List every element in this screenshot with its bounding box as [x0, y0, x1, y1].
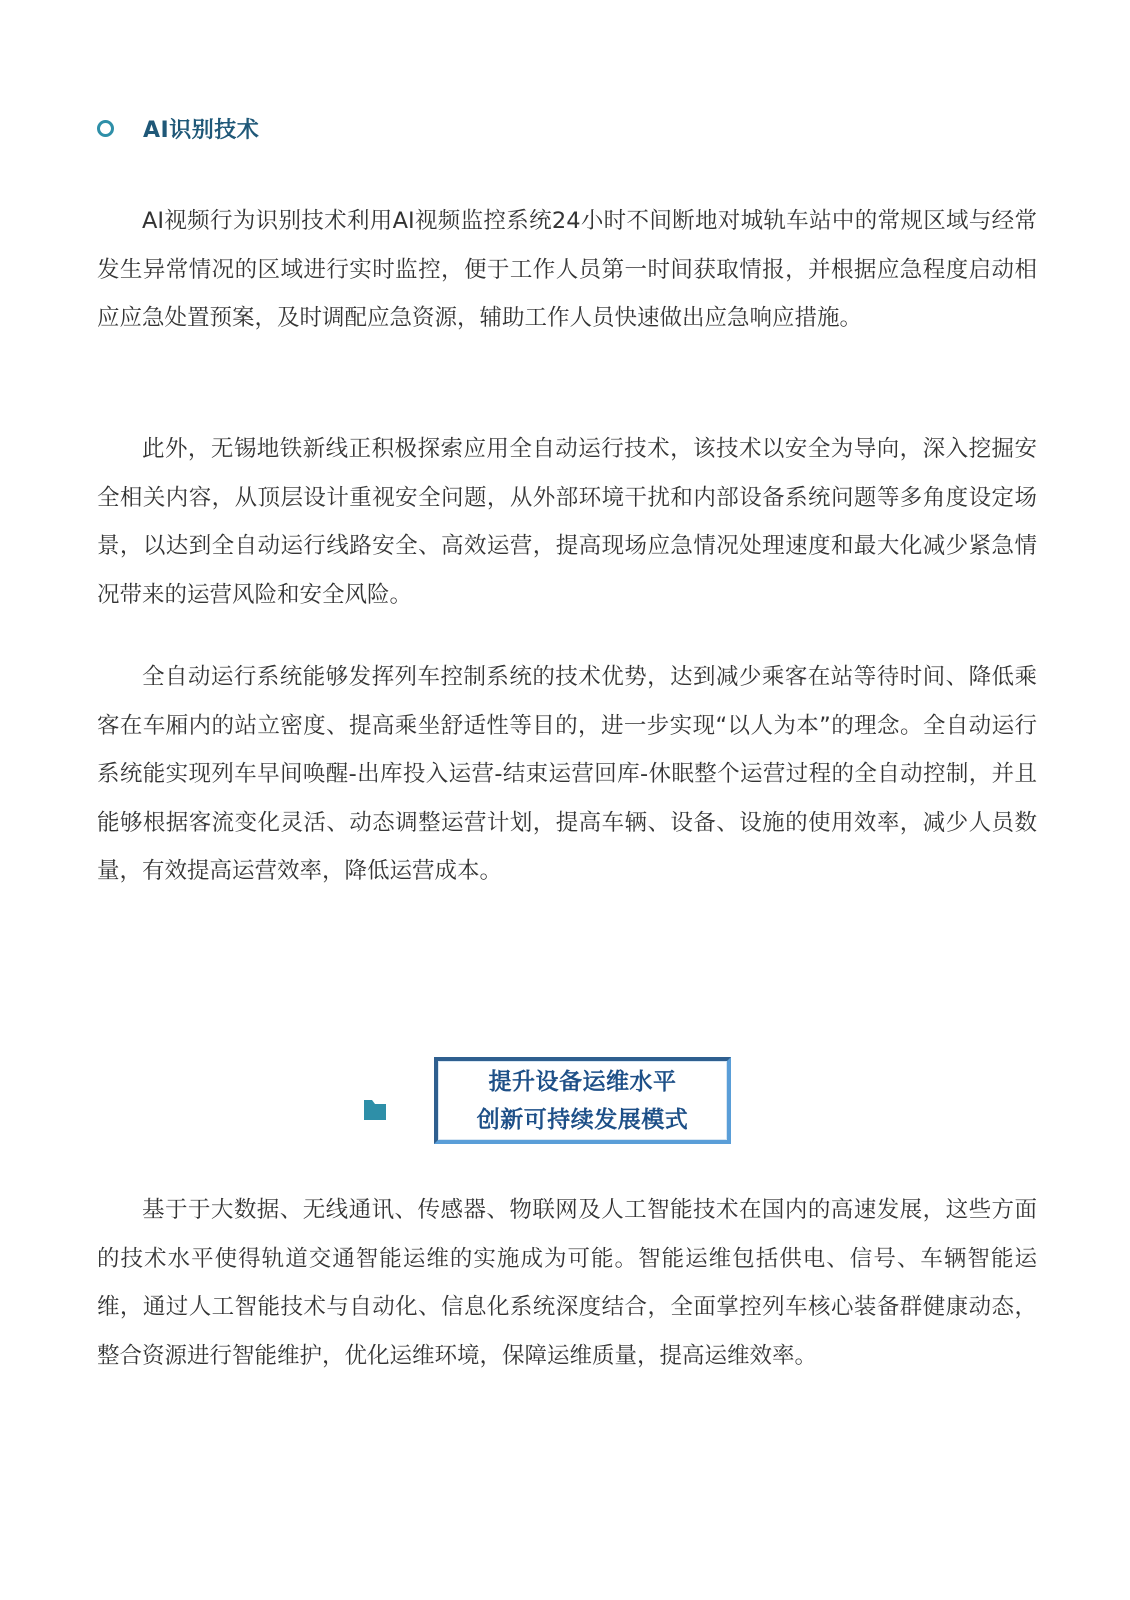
ring-bullet-icon	[97, 120, 114, 137]
paragraph-smart-maintenance: 基于于大数据、无线通讯、传感器、物联网及人工智能技术在国内的高速发展，这些方面的技术水平使得轨道交通智能运维的实施成为可能。智能运维包括供电、信号、车辆智能运维，通过人工智能技术与自动化、信息化系统深度结合，全面掌控列车核心装备群健康动态，整合资源进行智能维护，优化运维环境，保障运维质量，提高运维效率。	[97, 1197, 1037, 1369]
folder-icon	[364, 1100, 386, 1120]
section-heading	[97, 108, 259, 148]
section-banner	[434, 1057, 731, 1144]
paragraph-fully-automatic: 此外，无锡地铁新线正积极探索应用全自动运行技术，该技术以安全为导向，深入挖掘安全相关内容，从顶层设计重视安全问题，从外部环境干扰和内部设备系统问题等多角度设定场景，以达到全自动运行线路安全、高效运营，提高现场应急情况处理速度和最大化减少紧急情况带来的运营风险和安全风险。	[97, 436, 1037, 608]
paragraph-ai-video: AI视频行为识别技术利用AI视频监控系统24小时不间断地对城轨车站中的常规区域与经常发生异常情况的区域进行实时监控，便于工作人员第一时间获取情报，并根据应急程度启动相应应急处置预案，及时调配应急资源，辅助工作人员快速做出应急响应措施。	[97, 208, 1037, 331]
banner-title-line-1: 提升设备运维水平	[488, 1068, 677, 1095]
section-title: AI识别技术	[143, 117, 260, 143]
paragraph-system-advantages: 全自动运行系统能够发挥列车控制系统的技术优势，达到减少乘客在站等待时间、降低乘客在车厢内的站立密度、提高乘坐舒适性等目的，进一步实现“以人为本”的理念。全自动运行系统能实现列车早间唤醒-出库投入运营-结束运营回库-休眠整个运营过程的全自动控制，并且能够根据客流变化灵活、动态调整运营计划，提高车辆、设备、设施的使用效率，减少人员数量，有效提高运营效率，降低运营成本。	[97, 664, 1037, 884]
banner-title-line-2: 创新可持续发展模式	[476, 1106, 689, 1133]
